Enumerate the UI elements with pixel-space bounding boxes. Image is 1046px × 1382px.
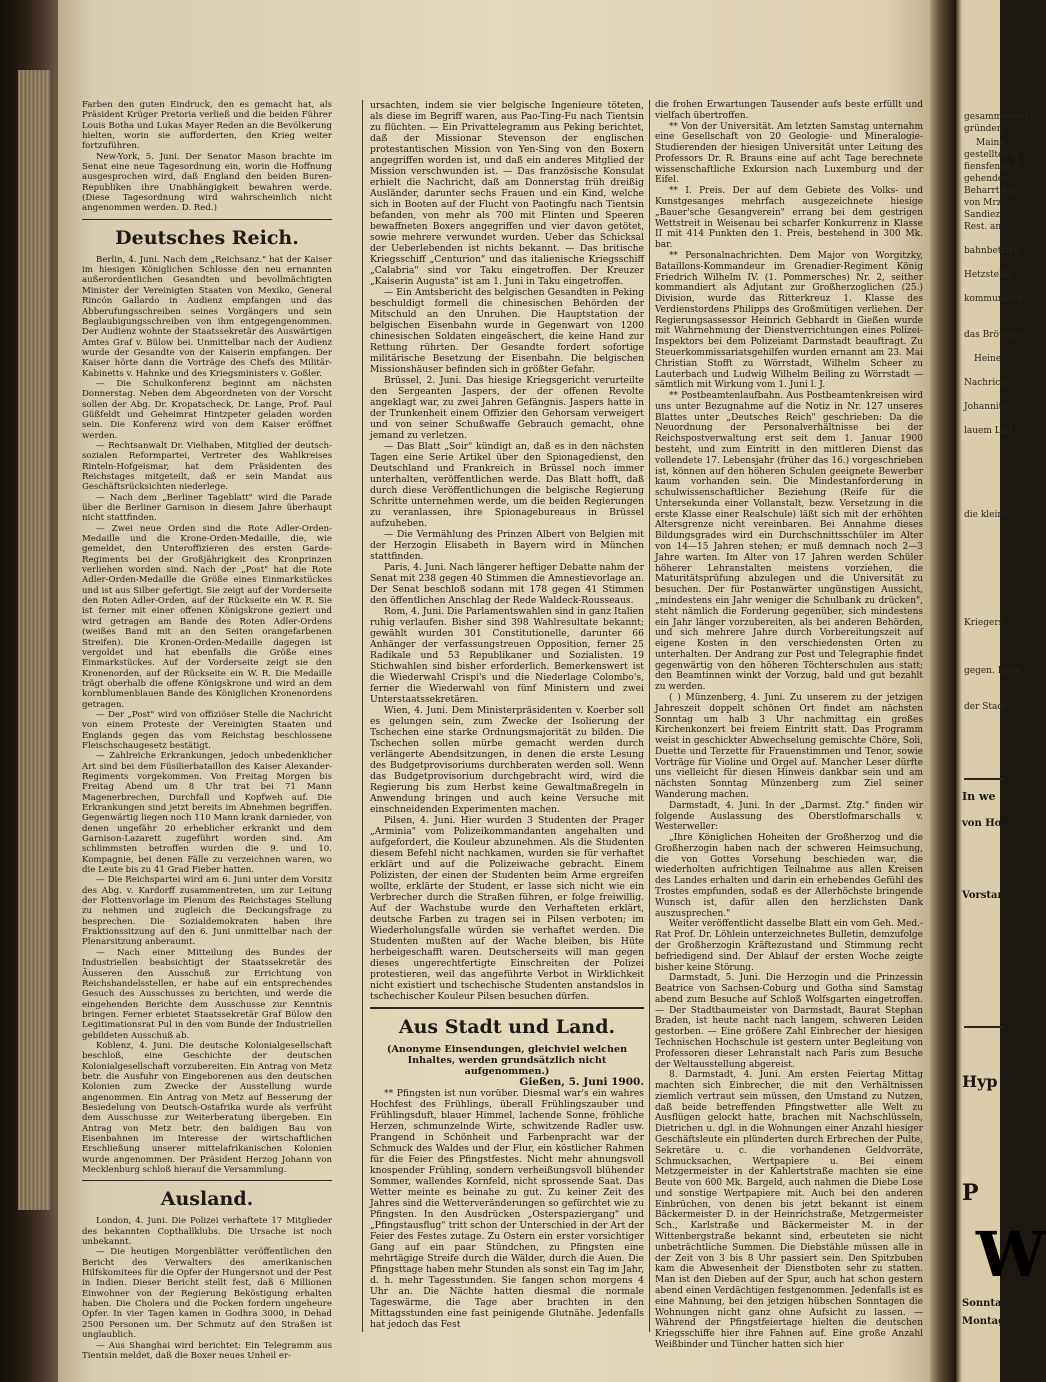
newyork-article: New-York, 5. Juni. Der Senator Mason brachte im Senat eine neue Tagesordnung ein, worin die Hoffnung ausgesprochen wird, daß England den beiden Buren-Republiken ihre Unabhängigkeit bewahren werde. (Diese Tagesordnung wird wahrscheinlich nicht angenommen werden. D. Red.) (82, 151, 332, 214)
vermaehlung-article: — Die Vermählung des Prinzen Albert von Belgien mit der Herzogin Elisabeth in Bayern wird in München stattfinden. (370, 529, 644, 562)
next-page-text: lauem Lad (964, 426, 1012, 436)
next-page-large-letter: W (976, 1218, 1046, 1291)
next-page-text: gegen. Beue (964, 666, 1021, 676)
paris-article: Paris, 4. Juni. Nach längerer heftiger Debatte nahm der Senat mit 238 gegen 40 Stimmen die Amnestievorlage an. Der Senat beschloß sodann mit 178 gegen 41 Stimmen den öffentlichen Anschlag der Rede Waldeck-Rousseaus. (370, 562, 644, 606)
section-subnote: (Anonyme Einsendungen, gleichviel welchen Inhaltes, werden grundsätzlich nicht aufgenommen.) (386, 1044, 628, 1077)
next-page-text: das Brötener (964, 330, 1024, 340)
next-page-text: Hetzstelle (964, 270, 1011, 280)
wien-article: Wien, 4. Juni. Dem Ministerpräsidenten v. Koerber soll es gelungen sein, zum Zwecke der Isolierung der Tschechen eine starke Ordnungsmajorität zu bilden. Die Tschechen sollen mürbe gemacht werden durch verlängerte Abendsitzungen, in denen die erste Lesung des Budgetprovisoriums durchberaten werden soll. Wenn das Budgetprovisorium durchgebracht wird, wird die Regierung bis zum Herbst keine Gewaltmaßregeln in Anwendung bringen und auch keine Versuche mit einschneidenden Experimenten machen. (370, 705, 644, 815)
london-article: London, 4. Juni. Die Polizei verhaftete 17 Mitglieder des bekannten Copthallklubs. Die Ursache ist noch unbekannt. (82, 1216, 332, 1248)
morgenblaetter-article: — Die heutigen Morgenblätter veröffentlichen den Bericht des Verwalters des amerikanischen Hilfskomitees für die Opfer der Hungersnot und der Pest in Indien. Dieser Bericht stellt fest, daß 6 Millionen Einwohner von der Regierung Beköstigung erhalten haben. Die Cholera und die Pocken fordern ungeheure Opfer. In vier Tagen kamen in Godhra 3000, in Dehad 2500 Personen um. Der Schmutz auf den Straßen ist unglaublich. (82, 1247, 332, 1341)
next-page-text: Rest. an (964, 222, 1002, 232)
page-gutter (930, 0, 956, 1382)
weiter-article: Weiter veröffentlicht dasselbe Blatt ein vom Geh. Med.-Rat Prof. Dr. Löhlein unterzeichnetes Bulletin, demzufolge der Großherzogin Kräftezustand und Stimmung recht befriedigend sind. Der Ablauf der ersten Woche zeigte bisher keine Störung. (655, 919, 923, 973)
next-page-text: kommunalen (964, 294, 1023, 304)
next-page-text: Kriegers (964, 618, 1004, 628)
intro-paragraph: die frohen Erwartungen Tausender aufs beste erfüllt und vielfach übertroffen. (655, 100, 923, 121)
page-stack-edges (18, 70, 50, 1210)
orden-article: — Zwei neue Orden sind die Rote Adler-Orden-Medaille und die Krone-Orden-Medaille, die, wie gemeldet, den Unteroffizieren des ersten Garde-Regiments bei der Großjährigkeit des Kronprinzen verliehen worden sind. Nach der „Post" hat die Rote Adler-Orden-Medaille die Größe eines Einmarkstückes und ist aus Silber gefertigt. Sie zeigt auf der Vorderseite den Roten Adler-Orden, auf der Rückseite ein W. R. Sie ist ferner mit einer offenen Königskrone geziert und wird getragen am Bande des Roten Adler-Ordens (weißes Band mit an den Seiten orangefarbenen Streifen). Die Kronen-Orden-Medaille dagegen ist vergoldet und hat ebenfalls die Größe eines Einmarkstückes. Auf der Vorderseite zeigt sie den Kronenorden, auf der Rückseite ein W. R. Die Medaille trägt oberhalb die offene Königskrone und wird an dem kornblumenblauen Bande des Königlichen Kronenordens getragen. (82, 523, 332, 710)
preis-article: ** I. Preis. Der auf dem Gebiete des Volks- und Kunstgesanges mehrfach ausgezeichnete hiesige „Bauer'sche Gesangverein" errang bei dem gestrigen Wettstreit in Weisenau bei scharfer Konkurrenz in Klasse II mit 414 Punkten den 1. Preis, bestehend in 300 Mk. bar. (655, 186, 923, 251)
next-page-text: Beharrt bei (964, 186, 1017, 196)
column-3 (655, 100, 923, 1351)
next-page-text: gestellten d (964, 150, 1018, 160)
reichspartei-article: — Die Reichspartei wird am 6. Juni unter dem Vorsitz des Abg. v. Kardorff zusammentreten, um zur Leitung der Flottenvorlage im Plenum des Reichstages Stellung zu nehmen und zugleich die Deckungsfrage zu besprechen. Die Sozialdemokraten haben ihre Fraktionssitzung auf den 6. Juni unmittelbar nach der Plenarsitzung anberaumt. (82, 875, 332, 948)
next-page-heading: Hyp (962, 1072, 998, 1091)
erkrankungen-article: — Zahlreiche Erkrankungen, jedoch unbedenklicher Art sind bei dem Füsilierbataillon des Kaiser Alexander-Regiments vorgekommen. Von Freitag Morgen bis Freitag Abend um 8 Uhr trat bei 71 Mann Magenerbrechen, Durchfall und Kopfweh auf. Die Erkrankungen sind jetzt bereits im Abnehmen begriffen. Gegenwärtig liegen noch 110 Mann krank darnieder, von denen ungefähr 20 erheblicher erkrankt und dem Garnison-Lazarett zugeführt worden sind. Am schlimmsten betroffen wurden die 9. und 10. Kompagnie, bei denen Fälle zu verzeichnen waren, wo die Leute bis zu 41 Grad Fieber hatten. (82, 751, 332, 876)
pfingsten-article: ** Pfingsten ist nun vorüber. Diesmal war's ein wahres Hochfest des Frühlings, überall Frühlingszauber und Frühlingsduft, blauer Himmel, lachende Sonne, fröhliche Herzen, schmunzelnde Wirte, schwitzende Radler usw. Prangend in Schönheit und Farbenpracht war der Schmuck des Waldes und der Flur, ein köstlicher Rahmen für die Feier des Pfingstfestes. Nicht mehr ahnungsvoll knospender Frühling, sondern verheißungsvoll blühender Sommer, wallendes Kornfeld, nicht sprossende Saat. Das Wetter meinte es beinahe zu gut. Zu keiner Zeit des Jahres sind die Wetterveränderungen so gefürchtet wie zu Pfingsten. In den Ausdrücken „Osterspaziergang" und „Pfingstausflug" tritt schon der Unterschied in der Art der Feier des Festes zutage. Zu Ostern ein erster vorsichtiger Gang auf ein paar Stündchen, zu Pfingsten eine mehrtägige Streife durch die Wälder, durch die Auen. Die Pfingsttage haben mehr Stunden als sonst ein Tag im Jahr, d. h. mehr Tagesstunden. Sie fangen schon morgens 4 Uhr an. Die Nächte hatten diesmal die normale Tageswärme, die Tage aber brachten in den Mittagsstunden eine fast peinigende Glutnähe. Jedenfalls hat jedoch das Fest (370, 1088, 644, 1330)
muenzenberg-article: ( ) Münzenberg, 4. Juni. Zu unserem zu der jetzigen Jahreszeit doppelt schönen Ort findet am nächsten Sonntag um halb 3 Uhr nachmittag ein großes Kirchenkonzert bei freiem Eintritt statt. Das Programm weist in geschickter Abwechselung gemischte Chöre, Soli, Duette und Terzette für Frauenstimmen und Tenor, sowie Vorträge für Violine und Orgel auf. Mancher Leser dürfte uns vielleicht für diesen Hinweis dankbar sein und am nächsten Sonntag Münzenberg zum Ziel seiner Wanderung machen. (655, 692, 923, 800)
dateline: Gießen, 5. Juni 1900. (519, 1076, 644, 1088)
koblenz-article: Koblenz, 4. Juni. Die deutsche Kolonialgesellschaft beschloß, eine Geschichte der deutschen Kolonialgesellschaft vorzubereiten. Ein Antrag von Metz betr. die Ausfuhr von Eingeborenen aus den deutschen Kolonien zum Zwecke der Ausstellung wurde angenommen. Ein Antrag von Metz auf Besserung der Besiedelung von Deutsch-Ostafrika wurde als verfrüht dem Ausschusse zur Weiterberatung übergeben. Ein Antrag von Metz betr. den baldigen Bau von Eisenbahnen im Interesse der wirtschaftlichen Erschließung unserer mittelafrikanischen Kolonien wurde angenommen. Der Präsident Herzog Johann von Mecklenburg schloß hierauf die Versammlung. (82, 1040, 332, 1176)
berlin-article: Berlin, 4. Juni. Nach dem „Reichsanz." hat der Kaiser im hiesigen Königlichen Schlosse den neu ernannten außerordentlichen Gesandten und bevollmächtigten Minister der Vereinigten Staaten von Mexiko, General Rincón Gallardo in Audienz empfangen und das Abberufungsschreiben seines Vorgängers und sein Beglaubigungsschreiben von ihm entgegengenommen. Der Audienz wohnte der Staatssekretär des Auswärtigen Amtes Graf v. Bülow bei. Unmittelbar nach der Audienz wurde der Gesandte von der Kaiserin empfangen. Der Kaiser hörte dann die Vorträge des Chefs des Militär-Kabinetts v. Hahnke und des Kriegsministers v. Goßler. (82, 254, 332, 379)
next-page-text: gesammengekl (964, 112, 1033, 122)
next-page-text: Johannite (964, 402, 1008, 412)
next-page-rule (964, 1026, 1004, 1028)
next-page-text: Heine (974, 354, 1002, 364)
bund-article: — Nach einer Mitteilung des Bundes der Industriellen beabsichtigt der Staatssekretär des Äusseren den Ausschuß zur Errichtung von Reichshandelsstellen, er habe auf ein entsprechendes Gesuch des Ausschusses zu berichten, und werde die eingehenden Berichte dem Ausschusse zur Kenntnis bringen. Ferner erbietet Staatssekretär Graf Bülow den Legitimationsrat Pul in den vom Bunde der Industriellen gebildeten Ausschuß ab. (82, 947, 332, 1041)
next-page-heading: Sonntag (962, 1298, 1009, 1309)
intro-paragraph: Farben den guten Eindruck, den es gemacht hat, als Präsident Krüger Pretoria verließ und die beiden Führer Louis Botha und Lukas Mayer Reden an die Bevölkerung hielten, worin sie aufforderten, den Krieg weiter fortzuführen. (82, 100, 332, 152)
china-article: ursachten, indem sie vier belgische Ingenieure töteten, als diese im Begriff waren, aus Pao-Ting-Fu nach Tientsin zu flüchten. — Ein Privattelegramm aus Peking berichtet, daß der Missionar Stevenson der englischen protestantischen Mission von Yen-Sing von den Boxern angegriffen worden ist, und daß ein anderes Mitglied der Mission verschwunden ist. — Das französische Konsulat erhielt die Nachricht, daß am Donnerstag früh dreißig Ausländer, darunter sechs Frauen und ein Kind, welche sich in Booten auf der Flucht von Paotingfu nach Tientsin befanden, von mehr als 700 mit Flinten und Speeren bewaffneten Boxers angegriffen und vier davon getötet, sowie mehrere verwundet wurden. Ueber das Schicksal der Ueberlebenden ist nichts bekannt. — Das britische Kriegsschiff „Centurion" und das italienische Kriegsschiff „Calabria" sind vor Taku eingetroffen. Der Kreuzer „Kaiserin Augusta" ist am 1. Juni in Taku eingetroffen. (370, 100, 644, 287)
shanghai-article: — Aus Shanghai wird berichtet: Ein Telegramm aus Tientsin meldet, daß die Boxer neues Unheil er- (82, 1340, 332, 1361)
next-page-heading: In we (962, 790, 996, 803)
darmstadt-article-1: Darmstadt, 4. Juni. In der „Darmst. Ztg." finden wir folgende Auslassung des Oberstlofmarschalls v. Westerweller: (655, 800, 923, 833)
rom-article: Rom, 4. Juni. Die Parlamentswahlen sind in ganz Italien ruhig verlaufen. Bisher sind 398 Wahlresultate bekannt; gewählt wurden 301 Constitutionelle, darunter 66 Anhänger der verfassungstreuen Opposition, ferner 25 Radikale und 53 Republikaner und Sozialisten. 19 Stichwahlen sind bisher erforderlich. Bemerkenswert ist die Wiederwahl Crispi's und die Niederlage Colombo's, ferner die Wiederwahl von fünf Ministern und zwei Unterstaatssekretären. (370, 606, 644, 705)
next-page-text: Sandiez (964, 210, 1001, 220)
section-heading-aus-stadt-und-land: Aus Stadt und Land. (398, 1016, 616, 1038)
quote-paragraph: „Ihre Königlichen Hoheiten der Großherzog und die Großherzogin haben nach der schweren Heimsuchung, die von Gottes Vorsehung beschieden war, die wiederholten aufrichtigen Teilnahme aus allen Kreisen des Landes erhalten und darin ein erhebendes Gefühl des Trostes empfunden, sodaß es der Allerhöchste bringende Wunsch ist, dafür allen den herzlichsten Dank auszusprechen." (655, 833, 923, 919)
next-page-text: Nachricht (964, 378, 1010, 388)
pilsen-article: Pilsen, 4. Juni. Hier wurden 3 Studenten der Prager „Arminia" vom Polizeikommandanten angehalten und aufgefordert, die Kouleur abzunehmen. Als die Studenten diesem Befehl nicht nachkamen, wurden sie für verhaftet erklärt und auf die Polizeiwache gebracht. Einem Polizisten, der einen der Studenten beim Arme ergreifen wollte, erklärte der Student, er lasse sich nicht wie ein Verbrecher durch die Straßen führen, er folge freiwillig. Auf der Wachstube wurde den Verhafteten erklärt, deutsche Farben zu tragen sei in Pilsen verboten; im Wiederholungsfalle würden sie verhaftet werden. Die Studenten mußten auf der Wache bleiben, bis Hüte herbeigeschafft waren. Deutscherseits will man gegen dieses ungerechtfertigte Einschreiten der Polizei protestieren, weil das angeführte Verbot in Wirklichkeit nicht existiert und tschechische Studenten anstandslos in tschechischer Kouleur Pilsen besuchen dürfen. (370, 815, 644, 1002)
column-2 (370, 100, 644, 1330)
next-page-heading: P (962, 1180, 979, 1206)
soir-article: — Das Blatt „Soir" kündigt an, daß es in den nächsten Tagen eine Serie Artikel über den Spionagedienst, den Deutschland und Frankreich in Brüssel noch immer unterhalten, veröffentlichen werde. Das Blatt hofft, daß durch diese Veröffentlichungen die belgische Regierung Schritte unternehmen werde, um die beiden Regierungen zu veranlassen, ihre Spionagebureaus in Brüssel aufzuheben. (370, 441, 644, 529)
section-heading-ausland: Ausland. (160, 1188, 254, 1211)
section-divider (82, 1180, 332, 1181)
schulkonferenz-article: — Die Schulkonferenz beginnt am nächsten Donnerstag. Neben dem Abgeordneten von der Vorscht sollen der Abg. Dr. Kropatscheck, Dr. Lange, Prof. Paul Güßfeldt und Geheimrat Hintzpeter geladen worden sein. Die Konferenz wird von dem Kaiser eröffnet werden. (82, 378, 332, 441)
next-page-text: gehenden (964, 174, 1009, 184)
next-page-text: fiensfenen e (964, 162, 1020, 172)
universitaet-article: ** Von der Universität. Am letzten Samstag unternahm eine Gesellschaft von 20 Geologie- und Mineralogie-Studierenden der hiesigen Universität unter Leitung des Professors Dr. R. Brauns eine auf acht Tage berechnete wissenschaftliche Exkursion nach Luxemburg und der Eifel. (655, 121, 923, 186)
next-page-text: von Mrz (964, 198, 1002, 208)
column-rule (362, 100, 363, 1332)
next-page-text: gründen. (964, 124, 1006, 134)
next-page-rule (964, 778, 1004, 780)
next-page-shadow (956, 0, 962, 1382)
next-page-text: der Stadt (964, 702, 1007, 712)
vielhaben-article: — Rechtsanwalt Dr. Vielhaben, Mitglied der deutsch-sozialen Reformpartei, Vertreter des Wahlkreises Rinteln-Hofgeismar, hat dem Präsidenten des Reichstages mitgeteilt, daß er sein Mandat aus Geschäftsrücksichten niederlege. (82, 440, 332, 493)
next-page-heading: Vorstand (962, 890, 1012, 901)
column-rule (649, 100, 650, 1332)
next-page-text: Mains (976, 138, 1004, 148)
post-article: — Der „Post" wird von offiziöser Stelle die Nachricht von einem Proteste der Vereinigten Staaten und Englands gegen das vom Reichstag beschlossene Fleischschaugesetz bestätigt. (82, 709, 332, 751)
next-page-text: die kleine (964, 510, 1009, 520)
section-divider (370, 1007, 644, 1009)
next-page-edge (956, 0, 1046, 1382)
parade-article: — Nach dem „Berliner Tageblatt" wird die Parade über die Berliner Garnison in diesem Jahre überhaupt nicht stattfinden. (82, 492, 332, 524)
bruessel-article: Brüssel, 2. Juni. Das hiesige Kriegsgericht verurteilte den Sergeanten Jaspers, der der offenen Revolte angeklagt war, zu zwei Jahren Gefängnis. Jaspers hatte in der Trunkenheit einem Offizier den Gehorsam verweigert und von seiner Schußwaffe Gebrauch gemacht, ohne jemand zu verletzen. (370, 375, 644, 441)
gesandten-article: — Ein Amtsbericht des belgischen Gesandten in Peking beschuldigt formell die chinesischen Behörden der Mitschuld an den Unruhen. Die Hauptstation der belgischen Eisenbahn wurde in Gegenwart von 1200 chinesischen Soldaten eingeäschert, die keine Hand zur Rettung rührten. Der Gesandte fordert sofortige militärische Besetzung der Eisenbahn. Die belgischen Missionshäuser befinden sich in größter Gefahr. (370, 287, 644, 375)
column-1 (82, 100, 332, 1361)
personal-article: ** Personalnachrichten. Dem Major von Worgitzky, Bataillons-Kommandeur im Grenadier-Regiment König Friedrich Wilhelm IV. (1. Pommersches) Nr. 2, seither kommandiert als Adjutant zur Großherzoglichen (25.) Division, wurde das Ritterkreuz 1. Klasse des Verdienstordens Philipps des Großmütigen verliehen. Der Regierungsassessor Heinrich Gebhardt in Gießen wurde mit Wahrnehmung der Dienstverrichtungen eines Polizei-Inspektors bei dem Polizeiamt Darmstadt beauftragt. Zu Steuerkommissariatsgehilfen wurden ernannt am 23. Mai Christian Stofft zu Wörrstadt, Wilhelm Scheer zu Lauterbach und Ludwig Wilhelm Beiling zu Wörrstadt — sämtlich mit Wirkung vom 1. Juni l. J. (655, 250, 923, 391)
postbeamten-article: ** Postbeamtenlaufbahn. Aus Postbeamtenkreisen wird uns unter Bezugnahme auf die Notiz in Nr. 127 unseres Blattes unter „Deutsches Reich" geschrieben: Da die Neuordnung der Personalverhältnisse bei der Reichspostverwaltung erst seit dem 1. Januar 1900 besteht, und zum Eintritt in den mittleren Dienst das vollendete 17. Lebensjahr (früher das 16.) vorgeschrieben ist, können auf den höheren Schulen geeignete Bewerber kaum vorhanden sein. Die Mindestanforderung in schulwissenschaftlicher Beziehung (Reife für die Untersekunda einer Vollanstalt, bezw. Versetzung in die erste Klasse einer Realschule) läßt sich mit der erhöhten Altersgrenze nicht vereinbaren. Bei Annahme dieses Bildungsgrades wird ein Durchschnittsschüler im Alter von 14—15 Jahren stehen; er muß demnach noch 2—3 Jahre warten. Im Alter von 17 Jahren werden Schüler höherer Lehranstalten meistens vorziehen, die Maturitätsprüfung abzulegen und die Universität zu besuchen. Der für Postanwärter ungünstigen Aussicht, „mindestens ein Jahr weniger die Schulbank zu drücken", steht nämlich die Forderung gegenüber, sich mindestens ein Jahr länger vorzubereiten, als bei anderen Behörden, und sich mehrere Jahre durch Vorbereitungszeit auf eigene Kosten in den verschiedensten Orten zu unterhalten. Der Andrang zur Post und Telegraphie findet gegenwärtig von den höheren Töchterschulen aus statt; den Beamtinnen winkt der Vorzug, bald und gut bezahlt zu werden. (655, 391, 923, 693)
darmstadt-article-3: 8. Darmstadt, 4. Juni. Am ersten Feiertag Mittag machten sich Einbrecher, die mit den Verhältnissen ziemlich vertraut sein müssen, den Umstand zu Nutzen, daß beide betreffenden Pfingstwetter alle Welt zu Ausflügen gelockt hatte, brachen mit Nachschlüsseln, Dietrichen u. dgl. in die Wohnungen einer Anzahl hiesiger Geschäftsleute ein plünderten durch Erbrechen der Pulte, Sekretäre u. c. die vorhandenen Geldvorräte, Schmucksachen, Wertpapiere u. Bei einem Metzgermeister in der Kahlertstraße machten sie eine Beute von 600 Mk. Bargeld, auch nahmen die Diebe Lose und sonstige Wertpapiere mit. Auch bei den anderen Einbrüchen, von denen bis jetzt bekannt ist einem Bäckermeister D. in der Heinrichstraße, Metzgermeister Sch., Karlstraße und Bäckermeister M. in der Wittenbergstraße bekannt sind, erbeuteten sie nicht unbeträchtliche Summen. Die Diebstähle müssen alle in der Zeit von 3 bis 8 Uhr passiert sein. Den Spitzbuben kam die Abwesenheit der Dienstboten sehr zu statten. Man ist den Dieben auf der Spur, auch hat schon gestern abend einen Verdächtigen festgenommen. Jedenfalls ist es eine Mahnung, bei den jetzigen hübschen Sonntagen die Wohnungen nicht ganz ohne Aufsicht zu lassen. — Während der Pfingstfeiertage hielten die deutschen Kriegsschiffe hier ihre Fahnen auf. Eine große Anzahl Weißbinder und Tüncher hatten sich hier (655, 1070, 923, 1350)
section-heading-deutsches-reich: Deutsches Reich. (115, 226, 299, 249)
section-divider (82, 219, 332, 220)
next-page-text: bahnbetrieb (964, 246, 1020, 256)
next-page-heading: von Hofga (962, 818, 1020, 829)
darmstadt-article-2: Darmstadt, 5. Juni. Die Herzogin und die Prinzessin Beatrice von Sachsen-Coburg und Gotha sind Samstag abend zum Besuche auf Schloß Wolfsgarten eingetroffen. — Der Stadtbaumeister von Darmstadt, Baurat Stephan Braden, ist heute nacht nach langem, schweren Leiden gestorben. — Eine größere Zahl Einbrecher der hiesigen Technischen Hochschule ist gestern unter Begleitung von Professoren dieser Lehranstalt nach Paris zum Besuche der Weltausstellung abgereist. (655, 973, 923, 1070)
next-page-heading: Montag (962, 1316, 1006, 1327)
